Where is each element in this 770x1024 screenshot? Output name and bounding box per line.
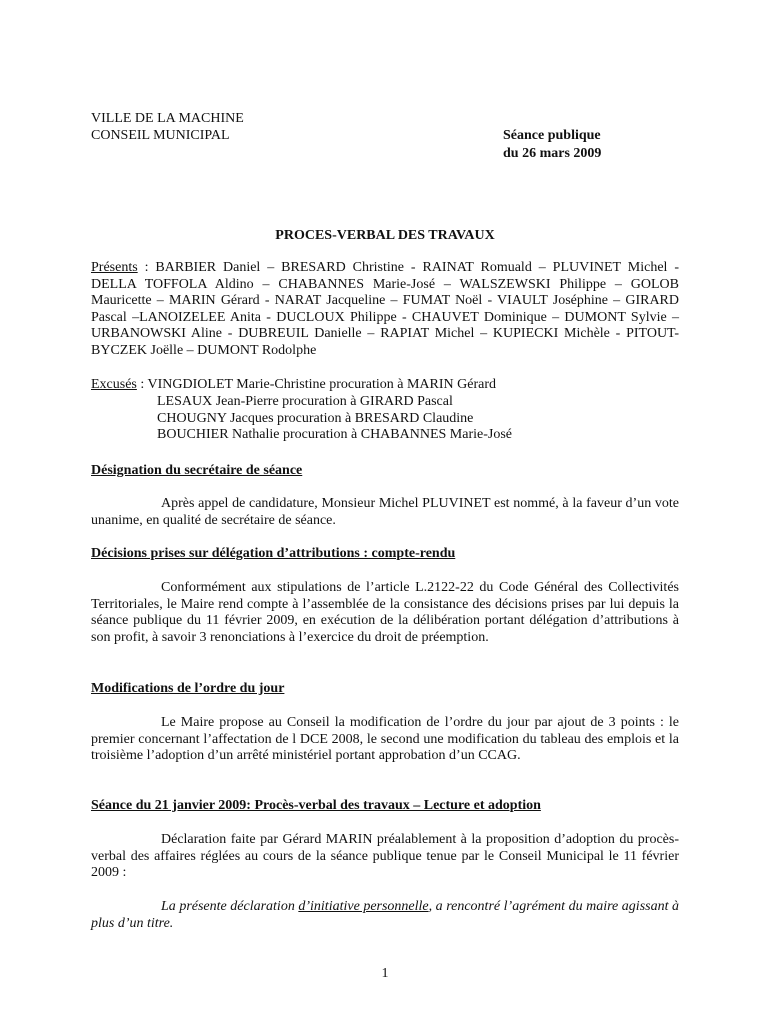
document-header [91, 110, 244, 144]
section-body: Déclaration faite par Gérard MARIN préalablement à la proposition d’adoption du procès-verbal des affaires réglées au cours de la séance publique tenue par le Conseil Municipal le 11 février 2009 : [91, 832, 679, 880]
declaration-underlined: d’initiative personnelle [298, 899, 429, 914]
excuses-list [157, 394, 512, 444]
city-name: VILLE DE LA MACHINE [91, 111, 244, 126]
page-title: PROCES-VERBAL DES TRAVAUX [275, 228, 495, 243]
excuses-label: Excusés [91, 377, 137, 392]
section-body: Conformément aux stipulations de l’article L.2122-22 du Code Général des Collectivités Territoriales, le Maire rend compte à l’assemblée de la consistance des décisions prises par lui depuis la séance publique du 11 février 2009, en exécution de la délibération portant délégation d’attributions à son profit, à savoir 3 renonciations à l’exercice du droit de préemption. [91, 580, 679, 645]
excuses-separator: : [136, 377, 148, 392]
declaration-before: La présente déclaration [161, 899, 299, 914]
presents-separator: : [137, 260, 156, 275]
section-body: Après appel de candidature, Monsieur Michel PLUVINET est nommé, à la faveur d’un vote unanime, en qualité de secrétaire de séance. [91, 496, 679, 528]
page-number: 1 [381, 966, 389, 981]
excuses-item: CHOUGNY Jacques procuration à BRESARD Claudine [157, 410, 474, 426]
declaration-quote [91, 899, 679, 932]
session-type: Séance publique [503, 128, 601, 143]
council-name: CONSEIL MUNICIPAL [91, 128, 230, 143]
section-heading: Désignation du secrétaire de séance [91, 463, 303, 478]
excuses-first: VINGDIOLET Marie-Christine procuration à MARIN Gérard [147, 377, 497, 392]
session-date: du 26 mars 2009 [503, 146, 602, 161]
declaration-after: , a rencontré l’agrément du maire agissant à plus d’un titre. [91, 899, 680, 931]
section-heading: Modifications de l’ordre du jour [91, 681, 285, 696]
presents-list: BARBIER Daniel – BRESARD Christine - RAINAT Romuald – PLUVINET Michel - DELLA TOFFOLA Aldino – CHABANNES Marie-José – WALSZEWSKI Philippe – GOLOB Mauricette – MARIN Gérard - NARAT Jacqueline – FUMAT Noël - VIAULT Joséphine – GIRARD Pascal –LANOIZELEE Anita - DUCLOUX Philippe - CHAUVET Dominique – DUMONT Sylvie – URBANOWSKI Aline - DUBREUIL Danielle – RAPIAT Michel – KUPIECKI Michèle - PITOUT-BYCZEK Joëlle – DUMONT Rodolphe [91, 260, 680, 358]
excuses-item: LESAUX Jean-Pierre procuration à GIRARD Pascal [157, 394, 453, 409]
presents-paragraph [91, 260, 679, 359]
excuses-paragraph [91, 377, 679, 394]
section-heading: Décisions prises sur délégation d’attributions : compte-rendu [91, 546, 456, 561]
section-heading: Séance du 21 janvier 2009: Procès-verbal des travaux – Lecture et adoption [91, 798, 541, 813]
excuses-item: BOUCHIER Nathalie procuration à CHABANNES Marie-José [157, 427, 512, 442]
presents-label: Présents [91, 260, 138, 275]
session-info [503, 127, 601, 163]
section-body: Le Maire propose au Conseil la modification de l’ordre du jour par ajout de 3 points : le premier concernant l’affectation de l DCE 2008, le second une modification du tableau des emplois et la troisième l’adoption d’un arrêté ministériel portant approbation d’un CCAG. [91, 715, 679, 763]
